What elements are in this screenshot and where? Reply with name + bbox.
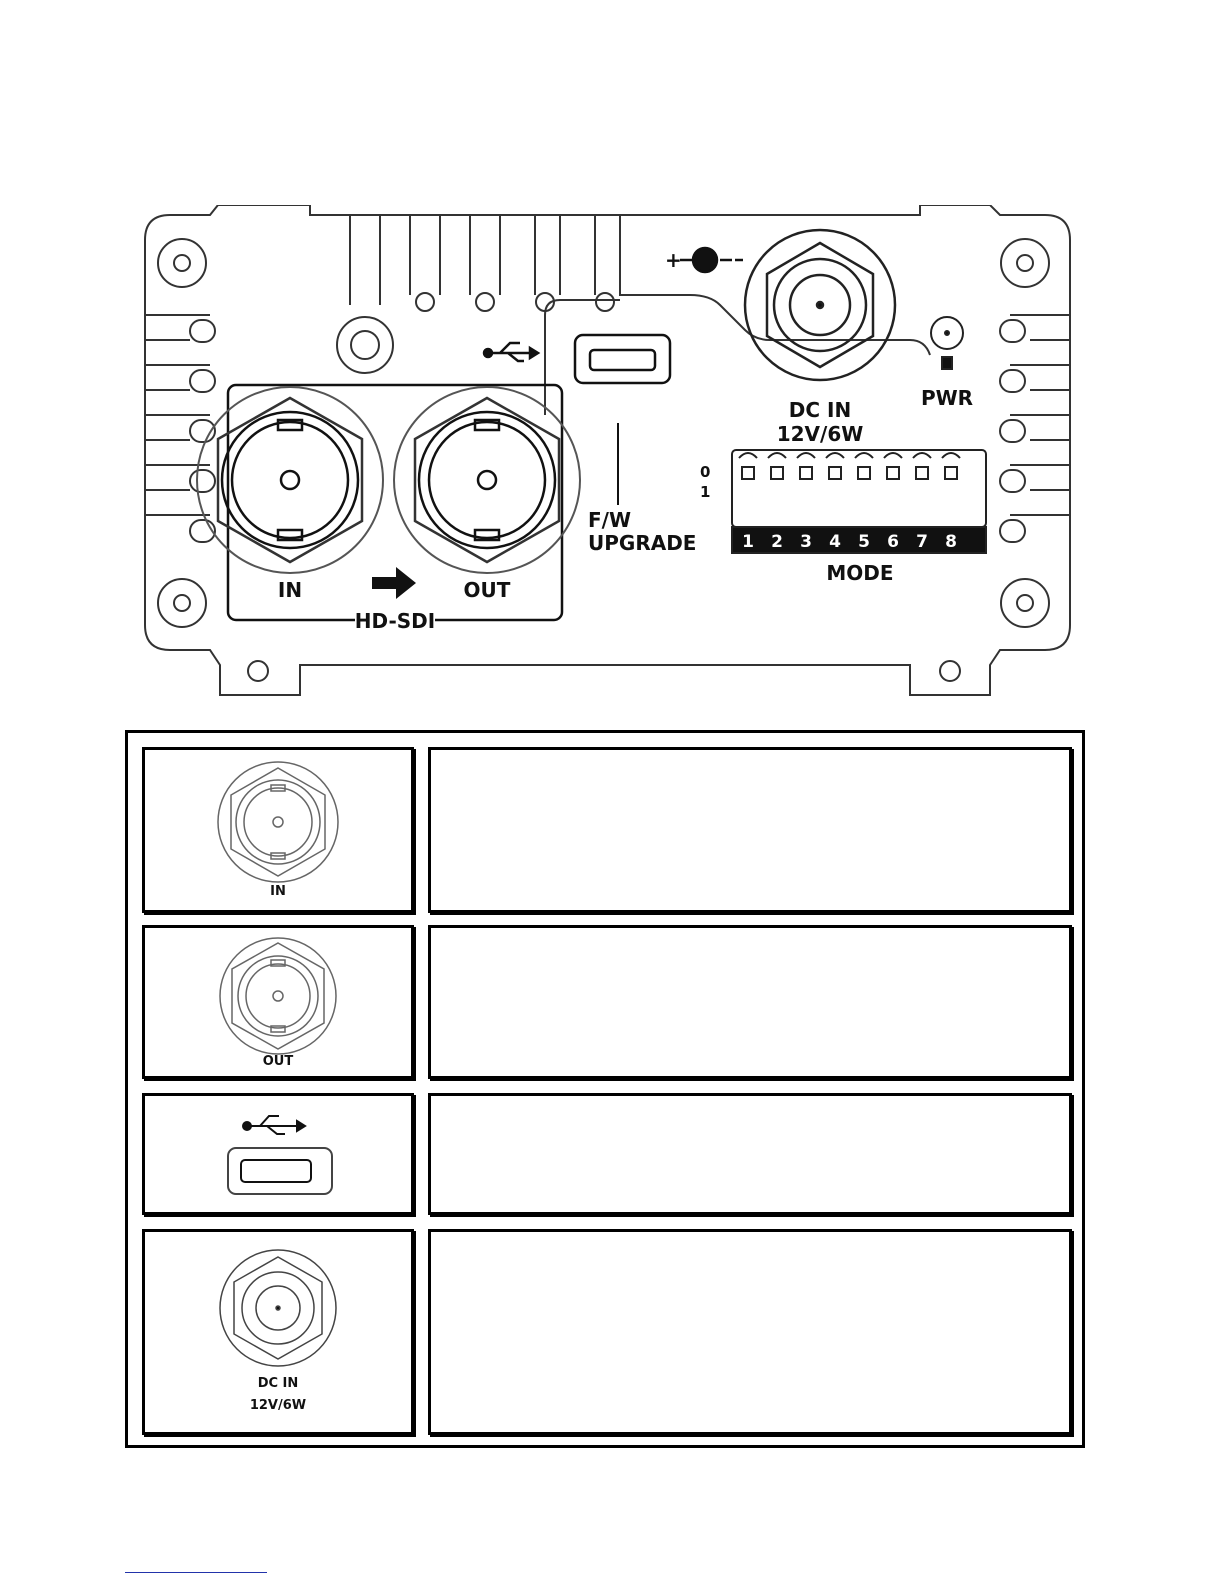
legend-desc-cell-dcin bbox=[428, 1229, 1072, 1435]
dip-switch-lever bbox=[797, 453, 815, 458]
dip-switch-cell bbox=[742, 467, 754, 479]
dip-state-0-label: 0 bbox=[700, 463, 711, 481]
svg-text:+: + bbox=[665, 248, 682, 272]
dip-switch-lever bbox=[739, 453, 757, 458]
bnc-out-icon bbox=[145, 928, 411, 1076]
dip-switch-cell bbox=[916, 467, 928, 479]
out-label: OUT bbox=[463, 578, 511, 602]
legend-out-label: OUT bbox=[262, 1054, 294, 1069]
hdsdi-label: HD-SDI bbox=[354, 609, 436, 633]
dip-switch-lever bbox=[884, 453, 902, 458]
dc-jack bbox=[745, 230, 895, 380]
dip-switch-cell bbox=[771, 467, 783, 479]
legend-desc-cell-out bbox=[428, 925, 1072, 1079]
dip-switch-number: 5 bbox=[858, 532, 870, 552]
dip-switch-lever bbox=[942, 453, 960, 458]
dip-switch-number: 8 bbox=[945, 532, 957, 552]
legend-dcin-label: DC IN bbox=[257, 1376, 299, 1391]
legend-desc-cell-in bbox=[428, 747, 1072, 913]
legend-icon-cell-usb bbox=[142, 1093, 414, 1215]
dip-state-1-label: 1 bbox=[700, 483, 711, 501]
dip-switch-lever bbox=[855, 453, 873, 458]
dip-switch-lever bbox=[768, 453, 786, 458]
dip-switch-number: 1 bbox=[742, 532, 754, 552]
dc-in-spec-label: 12V/6W bbox=[776, 422, 864, 446]
dip-switch-lever bbox=[826, 453, 844, 458]
dip-switch-number: 4 bbox=[829, 532, 841, 552]
legend-in-label: IN bbox=[270, 884, 286, 899]
signal-arrow-icon bbox=[372, 567, 416, 599]
dip-switch-cell bbox=[858, 467, 870, 479]
usb-port-icon bbox=[145, 1096, 411, 1212]
dip-switch-lever bbox=[913, 453, 931, 458]
fw-label-line2: UPGRADE bbox=[588, 531, 697, 555]
connector-legend-table bbox=[125, 730, 1085, 1448]
dip-switch-cell bbox=[800, 467, 812, 479]
dip-switch-cell bbox=[829, 467, 841, 479]
usb-icon bbox=[484, 343, 538, 361]
dip-switch-number: 2 bbox=[771, 532, 783, 552]
fw-label-line1: F/W bbox=[588, 508, 632, 532]
legend-dcin-spec-label: 12V/6W bbox=[249, 1398, 307, 1413]
dip-switch-number: 3 bbox=[800, 532, 812, 552]
in-label: IN bbox=[277, 578, 303, 602]
device-rear-panel bbox=[140, 205, 1085, 705]
mode-label: MODE bbox=[826, 561, 894, 585]
bnc-in-icon bbox=[145, 750, 411, 910]
dip-switch-cell bbox=[945, 467, 957, 479]
power-polarity-icon bbox=[665, 248, 743, 272]
mini-usb-port bbox=[575, 335, 670, 383]
legend-desc-cell-usb bbox=[428, 1093, 1072, 1215]
pwr-led bbox=[931, 317, 963, 369]
legend-icon-cell-dcin bbox=[142, 1229, 414, 1435]
dip-switch-cell bbox=[887, 467, 899, 479]
dc-jack-icon bbox=[145, 1232, 411, 1432]
legend-icon-cell-in bbox=[142, 747, 414, 913]
legend-icon-cell-out bbox=[142, 925, 414, 1079]
dc-in-label: DC IN bbox=[788, 398, 852, 422]
dip-switch-number: 7 bbox=[916, 532, 928, 552]
footnote-separator bbox=[125, 1572, 267, 1573]
dip-switch-number: 6 bbox=[887, 532, 899, 552]
pwr-label: PWR bbox=[920, 386, 974, 410]
